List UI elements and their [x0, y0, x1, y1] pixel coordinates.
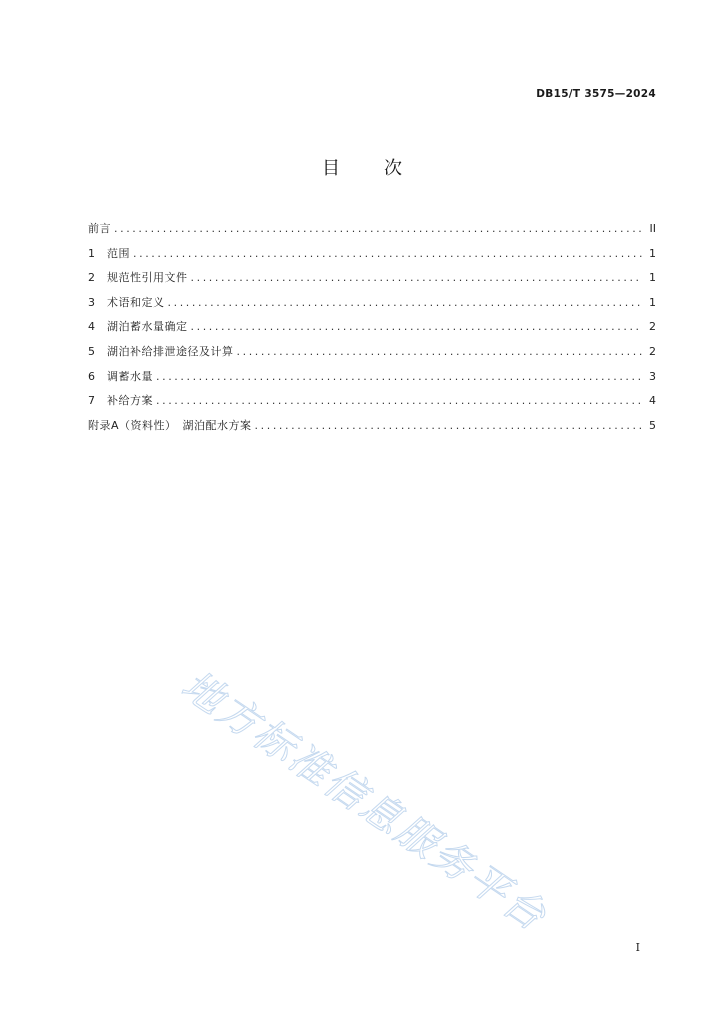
toc-entry-4[interactable]: [88, 318, 656, 343]
toc-title-char-1: 目: [322, 158, 340, 179]
toc-entry-label: 附录A（资料性） 湖泊配水方案: [88, 418, 252, 432]
toc-entry-label: 前言: [88, 222, 111, 235]
toc-entry-number: 3: [88, 295, 95, 309]
toc-entry-label: 规范性引用文件: [107, 271, 188, 285]
toc-entry-label: 范围: [107, 246, 130, 260]
toc-entry-number: 6: [88, 369, 95, 383]
toc-leader-dots: [255, 419, 642, 432]
page-number: I: [635, 941, 640, 954]
toc-entry-number: 5: [88, 344, 95, 358]
toc-leader-dots: [191, 271, 643, 284]
toc-title: [0, 154, 724, 180]
toc-entry-appendix-a[interactable]: [88, 417, 656, 442]
standard-code: DB15/T 3575—2024: [536, 88, 656, 100]
toc-entry-6[interactable]: [88, 368, 656, 393]
toc-entry-label: 补给方案: [107, 394, 153, 408]
toc-leader-dots: [133, 247, 642, 260]
toc-entry-page: 1: [649, 295, 656, 309]
toc-entry-page: 1: [649, 246, 656, 260]
toc-entry-page: 3: [649, 369, 656, 383]
toc-entry-number: 2: [88, 271, 95, 285]
toc-entry-label: 湖泊蓄水量确定: [107, 320, 188, 334]
toc-entry-label: 湖泊补给排泄途径及计算: [107, 344, 234, 358]
toc-entry-page: 5: [649, 418, 656, 432]
toc-entry-label: 调蓄水量: [107, 369, 153, 383]
table-of-contents: [88, 220, 656, 441]
toc-leader-dots: [114, 222, 642, 235]
toc-leader-dots: [156, 394, 642, 407]
watermark: 地方标准信息服务平台: [173, 662, 556, 941]
toc-leader-dots: [156, 370, 642, 383]
toc-entry-3[interactable]: [88, 294, 656, 319]
toc-title-char-2: 次: [384, 158, 402, 179]
toc-entry-page: 4: [649, 394, 656, 408]
toc-entry-foreword[interactable]: [88, 220, 656, 245]
toc-entry-number: 4: [88, 320, 95, 334]
toc-entry-page: 2: [649, 344, 656, 358]
toc-entry-2[interactable]: [88, 269, 656, 294]
toc-entry-7[interactable]: [88, 392, 656, 417]
toc-entry-page: II: [649, 222, 656, 235]
toc-entry-page: 1: [649, 271, 656, 285]
toc-entry-number: 1: [88, 246, 95, 260]
toc-entry-5[interactable]: [88, 343, 656, 368]
toc-leader-dots: [191, 320, 643, 333]
toc-leader-dots: [237, 345, 643, 358]
toc-entry-page: 2: [649, 320, 656, 334]
toc-leader-dots: [168, 296, 643, 309]
toc-entry-label: 术语和定义: [107, 295, 165, 309]
toc-entry-number: 7: [88, 394, 95, 408]
toc-entry-1[interactable]: [88, 245, 656, 270]
